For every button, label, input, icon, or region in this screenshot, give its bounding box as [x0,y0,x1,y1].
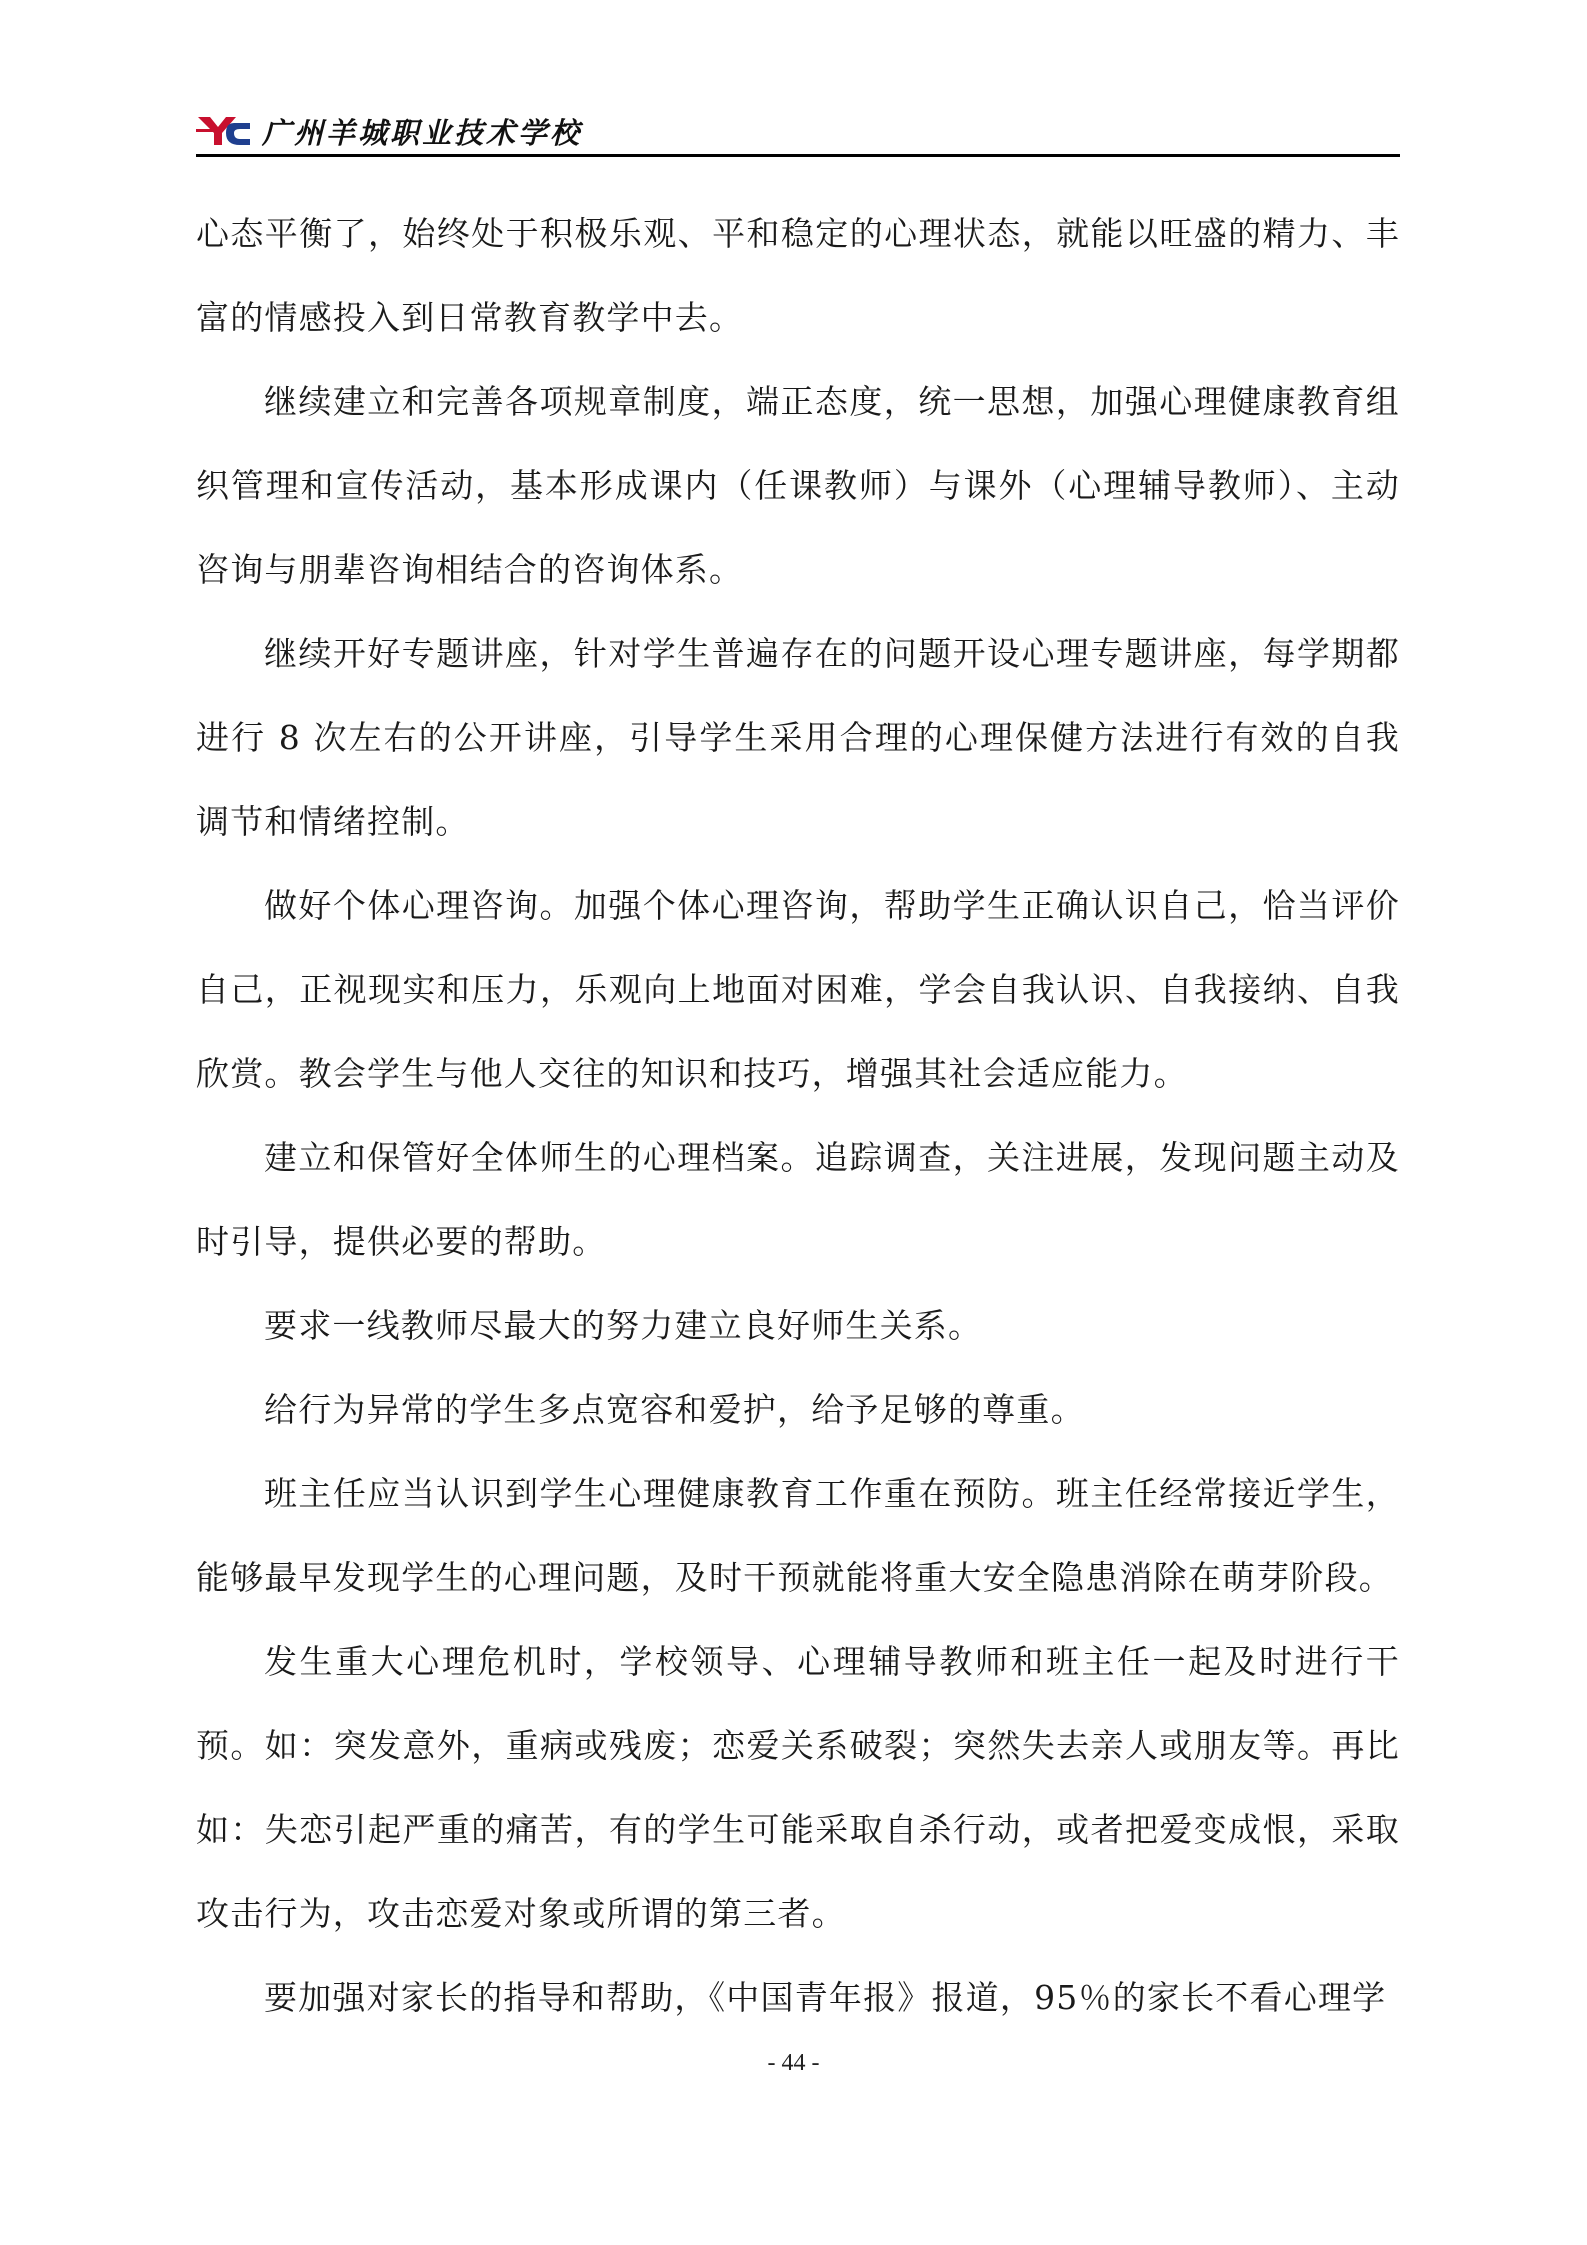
paragraph: 要求一线教师尽最大的努力建立良好师生关系。 [264,1306,983,1345]
paragraph: 发生重大心理危机时，学校领导、心理辅导教师和班主任一起及时进行干预。如：突发意外，重病或残废；恋爱关系破裂；突然失去亲人或朋友等。再比如：失恋引起严重的痛苦，有的学生可能采取自杀行动，或者把爱变成恨，采取攻击行为，攻击恋爱对象或所谓的第三者。 [196,1642,1400,1933]
paragraph: 班主任应当认识到学生心理健康教育工作重在预防。班主任经常接近学生，能够最早发现学生的心理问题，及时干预就能将重大安全隐患消除在萌芽阶段。 [196,1474,1400,1597]
school-name: 广州羊城职业技术学校 [262,115,583,150]
paragraph: 做好个体心理咨询。加强个体心理咨询，帮助学生正确认识自己，恰当评价自己，正视现实和压力，乐观向上地面对困难，学会自我认识、自我接纳、自我欣赏。教会学生与他人交往的知识和技巧，增强其社会适应能力。 [196,886,1400,1093]
paragraph: 给行为异常的学生多点宽容和爱护，给予足够的尊重。 [264,1390,1085,1429]
paragraph: 继续建立和完善各项规章制度，端正态度，统一思想，加强心理健康教育组织管理和宣传活动，基本形成课内（任课教师）与课外（心理辅导教师）、主动咨询与朋辈咨询相结合的咨询体系。 [196,382,1400,589]
document-body [196,192,1400,2040]
paragraph: 建立和保管好全体师生的心理档案。追踪调查，关注进展，发现问题主动及时引导，提供必要的帮助。 [196,1138,1400,1261]
paragraph: 继续开好专题讲座，针对学生普遍存在的问题开设心理专题讲座，每学期都进行 8 次左右的公开讲座，引导学生采用合理的心理保健方法进行有效的自我调节和情绪控制。 [196,634,1400,841]
page-number: - 44 - [767,2050,820,2076]
paragraph-continuation: 心态平衡了，始终处于积极乐观、平和稳定的心理状态，就能以旺盛的精力、丰富的情感投入到日常教育教学中去。 [196,214,1400,337]
page-header [196,108,1400,157]
paragraph: 要加强对家长的指导和帮助，《中国青年报》报道，95％的家长不看心理学 [264,1978,1387,2017]
yc-school-logo-icon [196,113,252,149]
